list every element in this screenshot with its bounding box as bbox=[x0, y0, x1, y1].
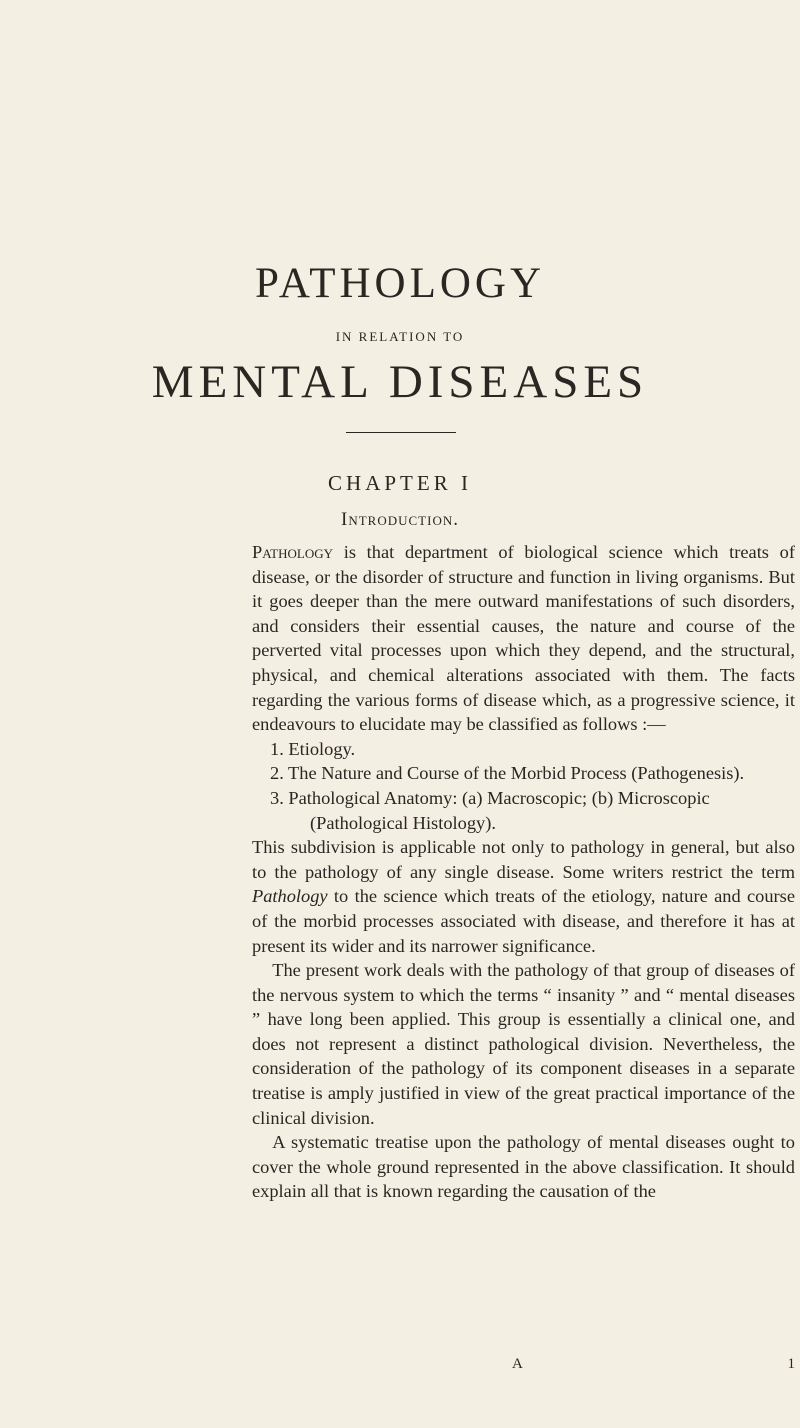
book-title: PATHOLOGY bbox=[254, 260, 546, 307]
signature-mark: A bbox=[512, 1356, 523, 1372]
list-item: 2. The Nature and Course of the Morbid Process (Pathogenesis). bbox=[270, 763, 745, 784]
paragraph-1 bbox=[252, 540, 795, 737]
page-number: 1 bbox=[787, 1356, 795, 1372]
emphasis-pathology: Pathology bbox=[252, 886, 328, 907]
paragraph-4: A systematic treatise upon the pathology of mental diseases ought to cover the whole ground represented in the above classification. It should explain all that is known regarding the causation of the bbox=[252, 1132, 795, 1202]
section-heading: Introduction. bbox=[341, 509, 459, 530]
list-item: 3. Pathological Anatomy: (a) Macroscopic; (b) Microscopic bbox=[270, 787, 710, 808]
body-text bbox=[252, 540, 795, 1204]
book-subtitle: IN RELATION TO bbox=[335, 329, 465, 344]
paragraph-1-text: is that department of biological science which treats of disease, or the disorder of structure and function in living organisms. But it goes deeper than the mere outward manifestations of such disorders, and considers their essential causes, the nature and course of the perverted vital processes upon which they depend, and the structural, physical, and chemical alterations associated with them. The facts regarding the various forms of disease which, as a progressive science, it endeavours to elucidate may be classified as follows :— bbox=[252, 542, 795, 735]
classification-list bbox=[252, 737, 795, 835]
paragraph-1-lead: Pathology bbox=[252, 542, 333, 562]
title-rule bbox=[346, 432, 456, 433]
list-item-continuation: (Pathological Histology). bbox=[310, 812, 496, 833]
book-title-secondary: MENTAL DISEASES bbox=[151, 356, 649, 408]
list-item: 1. Etiology. bbox=[270, 738, 356, 759]
chapter-heading: CHAPTER I bbox=[328, 471, 472, 495]
paragraph-3: The present work deals with the pathology of that group of diseases of the nervous system to which the terms “ insanity ” and “ mental diseases ” have long been applied. This group is essentially a clinical one, and does not represent a distinct pathological division. Nevertheless, the consideration of the pathology of its component diseases in a separate treatise is amply justified in view of the great practical importance of the clinical division. bbox=[252, 960, 795, 1128]
paragraph-2: This subdivision is applicable not only to pathology in general, but also to the pathology of any single disease. Some writers restrict the term Pathology to the science which treats of the etiology, nature and course of the morbid processes associated with disease, and therefore it has at present its wider and its narrower significance. bbox=[252, 837, 795, 956]
